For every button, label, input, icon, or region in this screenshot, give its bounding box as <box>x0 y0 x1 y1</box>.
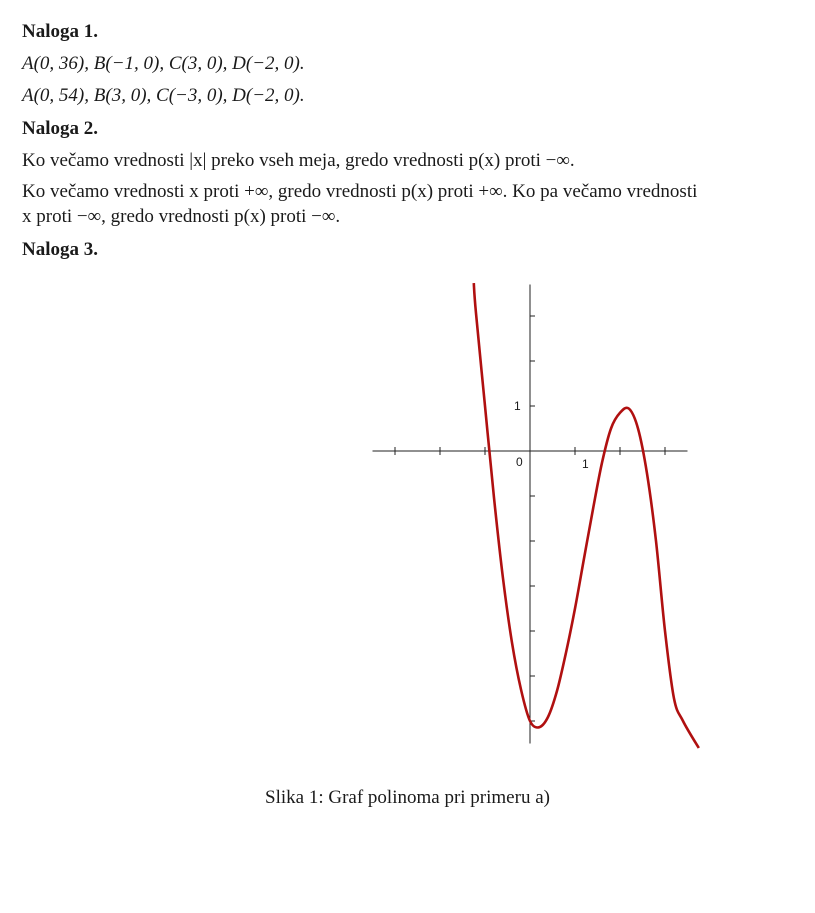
origin-label: 0 <box>516 455 523 469</box>
task2-answer-a: Ko večamo vrednosti |x| preko vseh meja, gredo vrednosti p(x) proti −∞. <box>22 150 575 171</box>
polynomial-curve <box>474 283 699 748</box>
task2-answer-b-line1: Ko večamo vrednosti x proti +∞, gredo vrednosti p(x) proti +∞. Ko pa večamo vrednosti <box>22 181 698 202</box>
axes <box>373 285 688 744</box>
task3-heading: Naloga 3. <box>22 239 98 260</box>
task2-heading: Naloga 2. <box>22 118 98 139</box>
task1-answer-a: A(0, 36), B(−1, 0), C(3, 0), D(−2, 0). <box>22 53 305 74</box>
x-tick-label: 1 <box>582 457 589 471</box>
task1-answer-b: A(0, 54), B(3, 0), C(−3, 0), D(−2, 0). <box>22 85 305 106</box>
figure-caption: Slika 1: Graf polinoma pri primeru a) <box>265 787 550 808</box>
task1-heading: Naloga 1. <box>22 21 98 42</box>
y-tick-label: 1 <box>514 399 521 413</box>
task2-answer-b-line2: x proti −∞, gredo vrednosti p(x) proti −∞. <box>22 206 341 227</box>
